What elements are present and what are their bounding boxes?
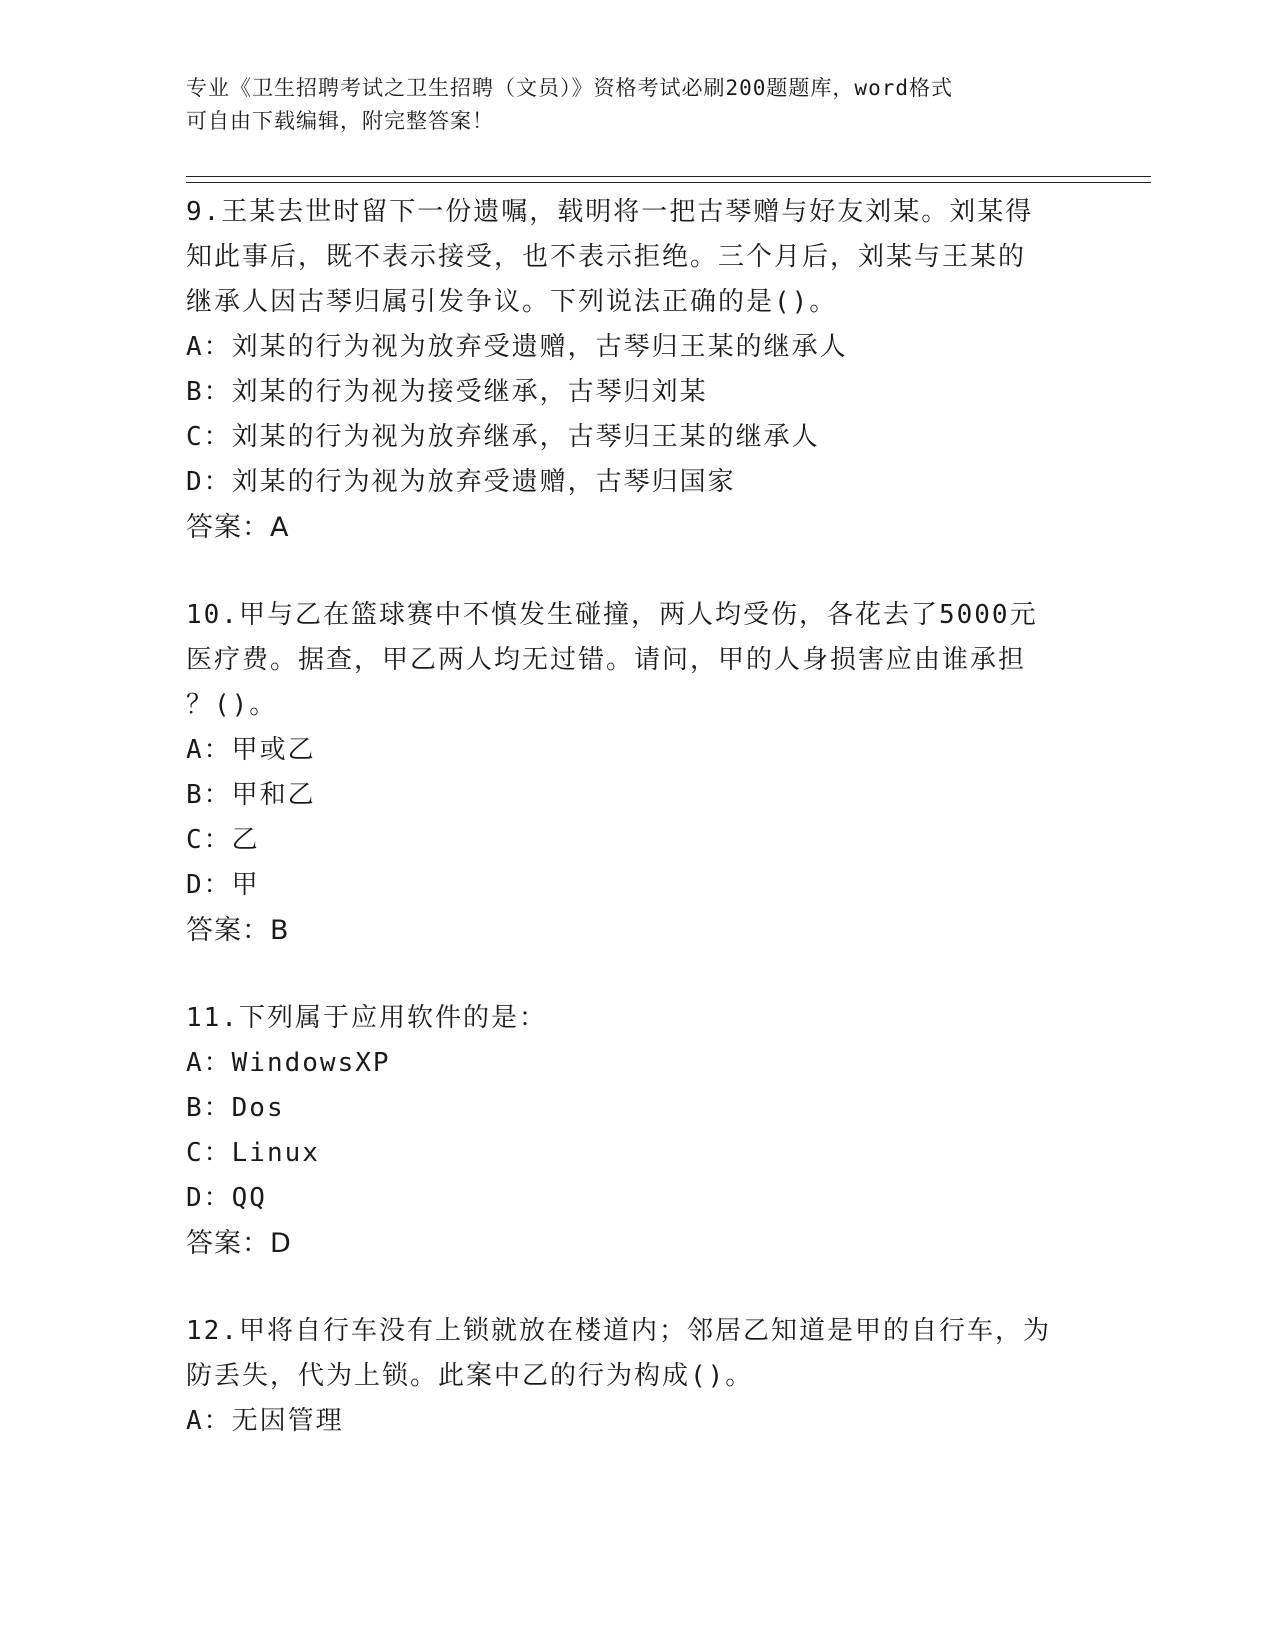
answer-option: D：刘某的行为视为放弃受遗赠，古琴归国家 xyxy=(186,467,736,497)
answer-option: A：WindowsXP xyxy=(186,1048,391,1078)
answer-key: 答案：D xyxy=(186,1228,292,1259)
answer-option: A：无因管理 xyxy=(186,1406,344,1436)
question-spacer xyxy=(186,953,1066,996)
question-stem-line: 10.甲与乙在篮球赛中不慎发生碰撞，两人均受伤，各花去了5000元 xyxy=(186,600,1038,630)
question-stem-line: 防丢失，代为上锁。此案中乙的行为构成()。 xyxy=(186,1361,754,1391)
question-spacer xyxy=(186,550,1066,593)
question-block xyxy=(186,190,1066,550)
answer-option: C：Linux xyxy=(186,1138,320,1168)
question-stem-line: 12.甲将自行车没有上锁就放在楼道内；邻居乙知道是甲的自行车，为 xyxy=(186,1316,1051,1346)
question-stem-line: 医疗费。据查，甲乙两人均无过错。请问，甲的人身损害应由谁承担 xyxy=(186,645,1027,675)
answer-key: 答案：B xyxy=(186,915,290,946)
answer-option: B：甲和乙 xyxy=(186,780,316,810)
answer-option: D：QQ xyxy=(186,1183,267,1213)
question-block xyxy=(186,593,1066,953)
question-stem-line: 11.下列属于应用软件的是： xyxy=(186,1003,547,1033)
answer-option: A：刘某的行为视为放弃受遗赠，古琴归王某的继承人 xyxy=(186,332,848,362)
answer-option: D：甲 xyxy=(186,870,260,900)
question-block xyxy=(186,996,1066,1266)
header-title-line-2: 可自由下载编辑，附完整答案！ xyxy=(186,109,494,133)
answer-option: C：刘某的行为视为放弃继承，古琴归王某的继承人 xyxy=(186,422,820,452)
answer-option: B：Dos xyxy=(186,1093,285,1123)
answer-option: B：刘某的行为视为接受继承，古琴归刘某 xyxy=(186,377,708,407)
question-stem xyxy=(186,1309,1066,1399)
answer-option: C：乙 xyxy=(186,825,260,855)
question-block xyxy=(186,1309,1066,1444)
question-stem-line: 9.王某去世时留下一份遗嘱，载明将一把古琴赠与好友刘某。刘某得 xyxy=(186,197,1034,227)
document-header xyxy=(186,72,1086,138)
question-stem-line: 知此事后，既不表示接受，也不表示拒绝。三个月后，刘某与王某的 xyxy=(186,242,1027,272)
question-list xyxy=(186,190,1066,1444)
header-rule-top xyxy=(186,176,1151,177)
header-rule-bottom xyxy=(186,182,1151,183)
answer-key: 答案：A xyxy=(186,512,290,543)
question-stem xyxy=(186,996,1066,1041)
header-title-line-1: 专业《卫生招聘考试之卫生招聘（文员）》资格考试必刷200题题库，word格式 xyxy=(186,76,953,100)
question-stem xyxy=(186,190,1066,325)
question-stem-line: 继承人因古琴归属引发争议。下列说法正确的是()。 xyxy=(186,287,838,317)
answer-option: A：甲或乙 xyxy=(186,735,316,765)
question-stem xyxy=(186,593,1066,728)
question-stem-line: ？()。 xyxy=(186,690,278,720)
question-spacer xyxy=(186,1266,1066,1309)
